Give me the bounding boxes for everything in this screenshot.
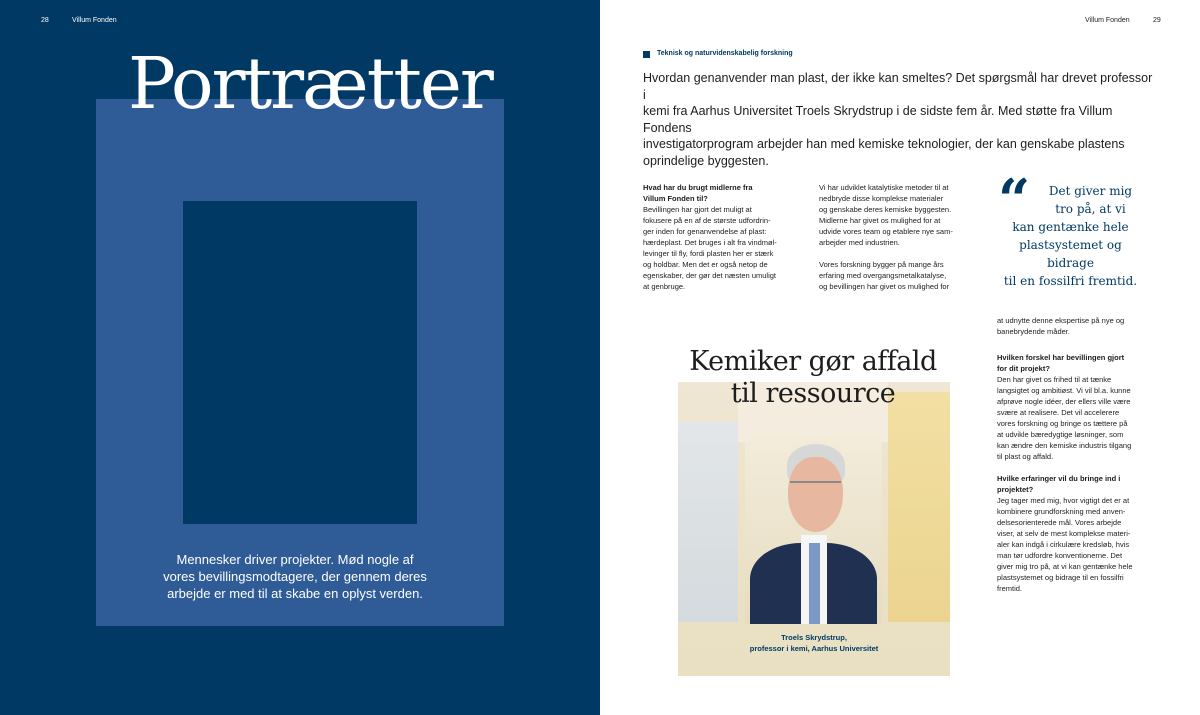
quote-line: Det giver mig <box>1048 184 1133 198</box>
answer-line: svære at realisere. Det vil accelerere <box>997 408 1120 417</box>
answer-line: Jeg tager med mig, hvor vigtigt det er at <box>997 496 1130 505</box>
quote-line: tro på, at vi <box>1055 202 1126 216</box>
answer-line: og holdbar. Men det er også netop de <box>643 260 768 269</box>
body-line: arbejder med industrien. <box>819 238 900 247</box>
quote-mark-icon: “ <box>998 167 1031 233</box>
lead-line: kemi fra Aarhus Universitet Troels Skrydstrup i de sidste fem år. Med støtte fra Villum Fondens <box>643 104 1113 135</box>
answer-line: at udvikle bæredygtige løsninger, som <box>997 430 1124 439</box>
column-1 <box>643 182 803 292</box>
answer-line: levinger til fly, fordi plasten her er stærk <box>643 249 774 258</box>
body-line: Midlerne har givet os mulighed for at <box>819 216 941 225</box>
paragraph-gap <box>997 337 1172 348</box>
page-number-left: 28 <box>41 17 49 24</box>
paragraph-gap <box>997 462 1172 473</box>
question-heading: projektet? <box>997 485 1034 494</box>
body-line: Vores forskning bygger på mange års <box>819 260 944 269</box>
body-line: og bevillingen har givet os mulighed for <box>819 282 950 291</box>
inner-frame <box>183 201 417 524</box>
section-marker <box>643 51 650 58</box>
lead-line: oprindelige byggesten. <box>643 153 769 168</box>
answer-line: fokusere på en af de største udfordrin- <box>643 216 771 225</box>
caption-line: Troels Skrydstrup, <box>781 633 847 642</box>
pull-quote <box>998 182 1143 290</box>
body-line: nedbryde disse komplekse materialer <box>819 194 944 203</box>
running-head-left: Villum Fonden <box>72 17 117 24</box>
question-heading: for dit projekt? <box>997 364 1050 373</box>
page-number-right: 29 <box>1153 17 1161 24</box>
question-heading: Hvilke erfaringer vil du bringe ind i <box>997 474 1121 483</box>
answer-line: ger inden for genanvendelse af plast: <box>643 227 767 236</box>
column-3 <box>997 315 1172 594</box>
answer-line: man tør udfordre konventionerne. Det <box>997 551 1123 560</box>
question-heading: Villum Fonden til? <box>643 194 708 203</box>
body-line: erfaring med overgangsmetalkatalyse, <box>819 271 947 280</box>
answer-line: viser, at selv de mest komplekse materi- <box>997 529 1131 538</box>
answer-line: plastsystemet og bidrage til en fossilfri <box>997 573 1124 582</box>
answer-line: kan ændre den kemiske industris tilgang <box>997 441 1132 450</box>
running-head-right: Villum Fonden <box>1085 17 1130 24</box>
answer-line: Bevillingen har gjort det muligt at <box>643 205 752 214</box>
intro-text <box>160 551 430 602</box>
answer-line: Den har givet os frihed til at tænke <box>997 375 1112 384</box>
headline-line: til ressource <box>730 378 896 409</box>
quote-line: til en fossilfri fremtid. <box>1003 274 1138 288</box>
lead-line: investigatorprogram arbejder han med kemiske teknologier, der kan genskabe plastens <box>643 137 1125 151</box>
body-line: udvide vores team og etablere nye sam- <box>819 227 953 236</box>
body-line: banebrydende måder. <box>997 327 1070 336</box>
answer-line: vores forskning og bringe os tættere på <box>997 419 1128 428</box>
answer-line: langsigtet og ambitiøst. Vi vil bl.a. kunne <box>997 386 1131 395</box>
answer-line: giver mig tro på, at vi kan gentænke hele <box>997 562 1133 571</box>
section-label: Teknisk og naturvidenskabelig forskning <box>657 50 793 57</box>
answer-line: afprøve nogle idéer, der ellers ville være <box>997 397 1131 406</box>
answer-line: hærdeplast. Det bruges i alt fra vindmøl- <box>643 238 777 247</box>
body-line: og genskabe deres kemiske byggesten. <box>819 205 952 214</box>
quote-line: plastsystemet og bidrage <box>1019 238 1122 270</box>
page-title: Portrætter <box>128 42 492 125</box>
quote-line: kan gentænke hele <box>1012 220 1129 234</box>
caption-line: professor i kemi, Aarhus Universitet <box>749 644 879 653</box>
window-blur <box>678 422 738 622</box>
portrait-tie <box>809 543 820 624</box>
headline-line: Kemiker gør affald <box>689 346 937 377</box>
portrait-face <box>788 457 843 532</box>
right-page <box>600 0 1200 715</box>
photo-caption <box>678 632 950 654</box>
question-heading: Hvilken forskel har bevillingen gjort <box>997 353 1125 362</box>
answer-line: at genbruge. <box>643 282 686 291</box>
portrait-photo <box>745 435 882 624</box>
portrait-glasses <box>790 481 841 493</box>
shelf-blur <box>888 392 950 622</box>
column-2 <box>819 182 989 292</box>
answer-line: aler kan indgå i cirkulære kredsløb, hvis <box>997 540 1130 549</box>
answer-line: fremtid. <box>997 584 1023 593</box>
body-line: Vi har udviklet katalytiske metoder til at <box>819 183 949 192</box>
answer-line: kombinere grundforskning med anven- <box>997 507 1126 516</box>
intro-line: arbejde er med til at skabe en oplyst verden. <box>167 586 423 601</box>
lead-line: Hvordan genanvender man plast, der ikke kan smeltes? Det spørgsmål har drevet professor i <box>643 71 1153 102</box>
lead-paragraph <box>643 70 1155 169</box>
intro-line: vores bevillingsmodtagere, der gennem deres <box>163 569 427 584</box>
answer-line: egenskaber, der gør det næsten umuligt <box>643 271 776 280</box>
answer-line: delsesorienterede mål. Vores arbejde <box>997 518 1122 527</box>
question-heading: Hvad har du brugt midlerne fra <box>643 183 753 192</box>
article-headline <box>678 346 948 410</box>
paragraph-gap <box>819 248 989 259</box>
body-line: at udnytte denne ekspertise på nye og <box>997 316 1125 325</box>
answer-line: til plast og affald. <box>997 452 1054 461</box>
intro-line: Mennesker driver projekter. Mød nogle af <box>176 552 414 567</box>
